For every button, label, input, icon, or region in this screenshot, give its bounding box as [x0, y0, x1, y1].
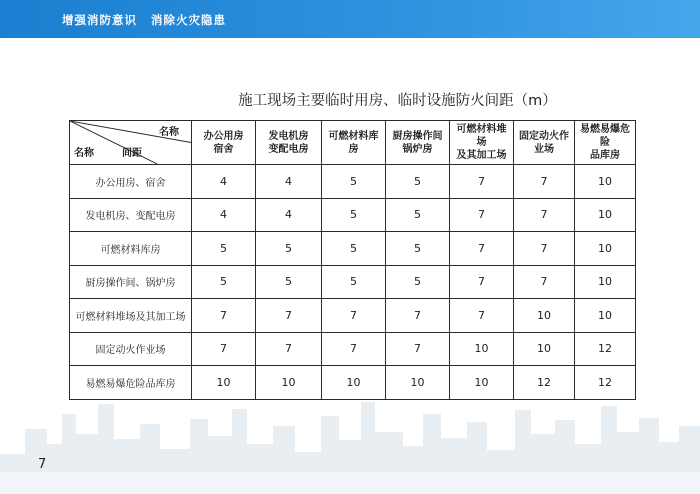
- distance-cell: 4: [256, 165, 322, 199]
- distance-cell: 7: [322, 299, 386, 333]
- distance-cell: 7: [450, 232, 514, 266]
- distance-cell: 12: [575, 366, 636, 400]
- distance-cell: 7: [256, 332, 322, 366]
- column-header-line: 可燃材料堆场: [456, 124, 507, 148]
- column-header-line: 可燃材料库房: [328, 130, 379, 155]
- distance-cell: 10: [514, 332, 575, 366]
- table-title: [0, 89, 700, 110]
- table-row: [70, 366, 636, 400]
- page-number: 7: [38, 457, 47, 472]
- row-header: 可燃材料堆场及其加工场: [70, 299, 192, 333]
- table-row: [70, 165, 636, 199]
- table-row: [70, 265, 636, 299]
- corner-top-label: 名称: [159, 127, 179, 138]
- distance-cell: 5: [322, 232, 386, 266]
- distance-cell: 5: [322, 165, 386, 199]
- distance-cell: 5: [256, 232, 322, 266]
- slogan-left: 增强消防意识: [62, 13, 137, 27]
- distance-cell: 10: [575, 265, 636, 299]
- distance-cell: 7: [514, 265, 575, 299]
- distance-cell: 10: [192, 366, 256, 400]
- table-row: [70, 232, 636, 266]
- header-row: [70, 121, 636, 165]
- distance-cell: 4: [192, 198, 256, 232]
- row-header: 厨房操作间、锅炉房: [70, 265, 192, 299]
- row-header: 固定动火作业场: [70, 332, 192, 366]
- row-header: 易燃易爆危险品库房: [70, 366, 192, 400]
- table-row: [70, 299, 636, 333]
- distance-cell: 7: [386, 299, 450, 333]
- distance-cell: 10: [322, 366, 386, 400]
- column-header: [450, 121, 514, 165]
- distance-cell: 10: [450, 332, 514, 366]
- column-header: [192, 121, 256, 165]
- distance-cell: 5: [386, 165, 450, 199]
- distance-cell: 5: [256, 265, 322, 299]
- column-header: [256, 121, 322, 165]
- column-header-line: 宿舍: [213, 143, 234, 155]
- corner-left-label: 名称: [74, 148, 94, 159]
- distance-cell: 4: [256, 198, 322, 232]
- column-header-line: 品库房: [590, 150, 620, 161]
- distance-cell: 7: [514, 198, 575, 232]
- header-slogan: [62, 12, 226, 28]
- column-header-line: 固定动火作: [519, 130, 569, 142]
- distance-cell: 7: [192, 332, 256, 366]
- distance-cell: 12: [514, 366, 575, 400]
- column-header: [514, 121, 575, 165]
- distance-cell: 7: [450, 299, 514, 333]
- slogan-right: 消除火灾隐患: [151, 13, 226, 27]
- distance-cell: 10: [450, 366, 514, 400]
- distance-cell: 4: [192, 165, 256, 199]
- distance-cell: 7: [386, 332, 450, 366]
- column-header-line: 办公用房: [203, 130, 244, 142]
- distance-cell: 5: [386, 232, 450, 266]
- distance-cell: 10: [575, 299, 636, 333]
- distance-cell: 10: [514, 299, 575, 333]
- column-header-line: 锅炉房: [402, 143, 433, 155]
- row-header: 可燃材料库房: [70, 232, 192, 266]
- column-header: [322, 121, 386, 165]
- distance-cell: 10: [575, 165, 636, 199]
- distance-cell: 7: [450, 165, 514, 199]
- distance-cell: 10: [386, 366, 450, 400]
- table-row: [70, 198, 636, 232]
- distance-cell: 7: [450, 265, 514, 299]
- fire-spacing-table: [69, 120, 636, 400]
- distance-cell: 10: [256, 366, 322, 400]
- distance-cell: 5: [386, 265, 450, 299]
- distance-cell: 10: [575, 198, 636, 232]
- distance-cell: 10: [575, 232, 636, 266]
- distance-cell: 5: [386, 198, 450, 232]
- column-header: [575, 121, 636, 165]
- distance-cell: 5: [322, 198, 386, 232]
- distance-cell: 7: [256, 299, 322, 333]
- distance-cell: 7: [450, 198, 514, 232]
- distance-cell: 7: [514, 232, 575, 266]
- distance-cell: 12: [575, 332, 636, 366]
- column-header-line: 发电机房: [268, 130, 309, 142]
- distance-cell: 5: [192, 265, 256, 299]
- column-header-line: 厨房操作间: [392, 130, 443, 142]
- corner-cell: [70, 121, 192, 165]
- distance-cell: 7: [192, 299, 256, 333]
- column-header-line: 业场: [534, 143, 554, 155]
- column-header: [386, 121, 450, 165]
- column-header-line: 变配电房: [268, 143, 309, 155]
- distance-cell: 5: [322, 265, 386, 299]
- distance-cell: 7: [514, 165, 575, 199]
- row-header: 发电机房、变配电房: [70, 198, 192, 232]
- column-header-line: 易燃易爆危险: [580, 124, 630, 148]
- table-row: [70, 332, 636, 366]
- column-header-line: 及其加工场: [456, 150, 507, 161]
- corner-mid-label: 间距: [122, 148, 142, 159]
- distance-cell: 5: [192, 232, 256, 266]
- row-header: 办公用房、宿舍: [70, 165, 192, 199]
- table-title-text: 施工现场主要临时用房、临时设施防火间距（m）: [238, 93, 557, 109]
- distance-cell: 7: [322, 332, 386, 366]
